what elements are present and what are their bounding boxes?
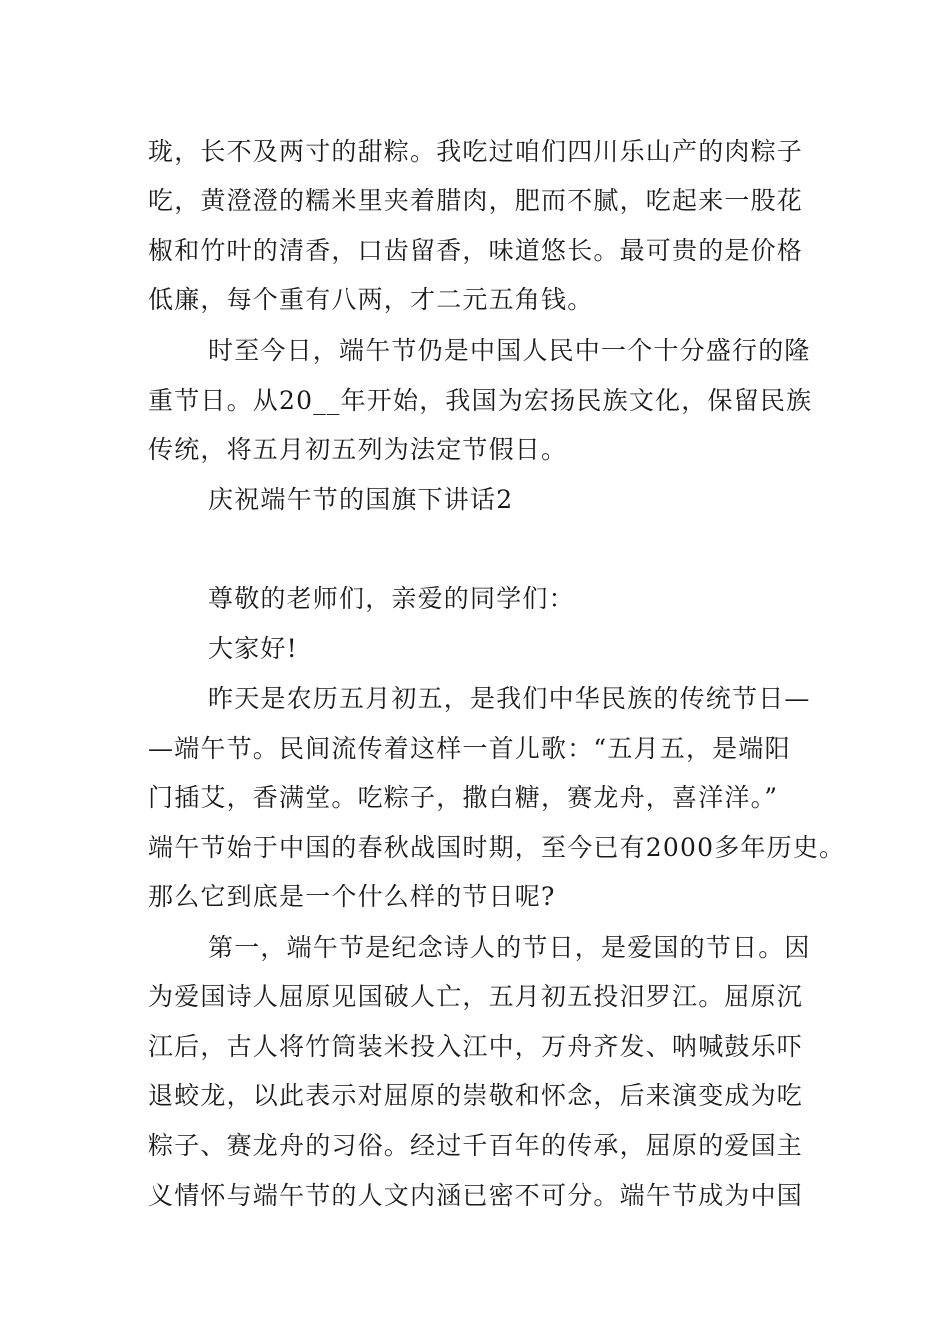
section-title: 庆祝端午节的国旗下讲话2 [208, 485, 514, 514]
paragraph-line: 第一，端午节是纪念诗人的节日，是爱国的节日。因 [208, 933, 811, 962]
paragraph-line: 门插艾，香满堂。吃粽子，撒白糖，赛龙舟，喜洋洋。” [148, 783, 779, 812]
paragraph-line: 吃，黄澄澄的糯米里夹着腊肉，肥而不腻，吃起来一股花 [148, 186, 804, 215]
paragraph-line: 传统，将五月初五列为法定节假日。 [148, 435, 568, 464]
paragraph-line: 珑，长不及两寸的甜粽。我吃过咱们四川乐山产的肉粽子 [148, 137, 804, 166]
paragraph-line: 那么它到底是一个什么样的节日呢? [148, 882, 556, 911]
greeting: 大家好! [208, 634, 298, 663]
paragraph-line: 为爱国诗人屈原见国破人亡，五月初五投汨罗江。屈原沉 [148, 982, 804, 1011]
salutation: 尊敬的老师们，亲爱的同学们： [208, 584, 575, 613]
paragraph-line: 粽子、赛龙舟的习俗。经过千百年的传承，屈原的爱国主 [148, 1131, 804, 1160]
paragraph-line: —端午节。民间流传着这样一首儿歌：“五月五，是端阳 [148, 734, 791, 763]
paragraph-line: 昨天是农历五月初五，是我们中华民族的传统节日— [208, 684, 811, 713]
paragraph-line: 椒和竹叶的清香，口齿留香，味道悠长。最可贵的是价格 [148, 236, 804, 265]
paragraph-line: 江后，古人将竹筒装米投入江中，万舟齐发、呐喊鼓乐吓 [148, 1032, 804, 1061]
paragraph-line: 义情怀与端午节的人文内涵已密不可分。端午节成为中国 [148, 1181, 804, 1210]
paragraph-line: 低廉，每个重有八两，才二元五角钱。 [148, 285, 594, 314]
paragraph-line: 时至今日，端午节仍是中国人民中一个十分盛行的隆 [208, 336, 811, 365]
paragraph-line: 退蛟龙，以此表示对屈原的崇敬和怀念，后来演变成为吃 [148, 1081, 804, 1110]
paragraph-line: 端午节始于中国的春秋战国时期，至今已有2000多年历史。 [148, 833, 846, 862]
paragraph-line: 重节日。从20__年开始，我国为宏扬民族文化，保留民族 [148, 386, 813, 415]
